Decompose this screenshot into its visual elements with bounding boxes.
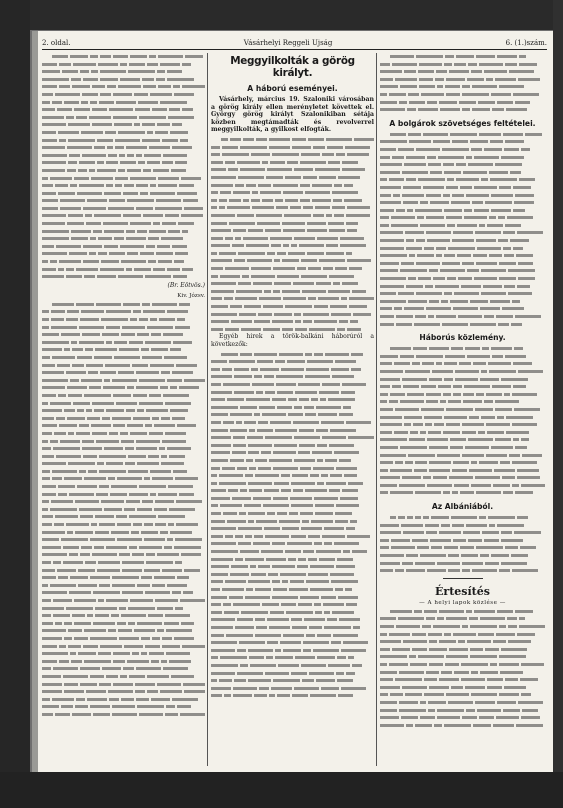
- text-line: [380, 459, 545, 467]
- text-line: [380, 691, 545, 699]
- text-line: [42, 68, 205, 76]
- text-line: [380, 514, 545, 522]
- text-line: [211, 366, 374, 374]
- text-line: [42, 635, 205, 643]
- text-line: [42, 369, 205, 377]
- text-line: [42, 53, 205, 61]
- text-line: [380, 61, 545, 69]
- text-line: [211, 616, 374, 624]
- text-line: [380, 260, 545, 268]
- text-line: [380, 552, 545, 560]
- text-line: [42, 597, 205, 605]
- text-line: [42, 99, 205, 107]
- text-line: [211, 548, 374, 556]
- text-line: [211, 427, 374, 435]
- issue-number: 6. (1.)szám.: [505, 39, 547, 47]
- text-line: [211, 358, 374, 366]
- text-line: [380, 214, 545, 222]
- text-line: [380, 161, 545, 169]
- text-line: [42, 235, 205, 243]
- text-line: [211, 434, 374, 442]
- scan-frame-top: [0, 0, 563, 30]
- text-line: [42, 121, 205, 129]
- text-line: [211, 280, 374, 288]
- text-line: [380, 267, 545, 275]
- text-line: [211, 144, 374, 152]
- text-line: [380, 537, 545, 545]
- column-3: [380, 53, 545, 766]
- text-line: [211, 495, 374, 503]
- text-line: [380, 154, 545, 162]
- text-line: [42, 175, 205, 183]
- text-line: [380, 192, 545, 200]
- text-line: [42, 468, 205, 476]
- text-line: [380, 283, 545, 291]
- text-line: [380, 707, 545, 715]
- text-line: [42, 384, 205, 392]
- text-line: [380, 714, 545, 722]
- text-line: [380, 699, 545, 707]
- text-line: [380, 360, 545, 368]
- text-line: [380, 199, 545, 207]
- text-line: [211, 685, 374, 693]
- notice-heading: Értesítés: [435, 584, 490, 598]
- text-line: [42, 144, 205, 152]
- text-line: [211, 662, 374, 670]
- text-line: [380, 368, 545, 376]
- text-line: [211, 265, 374, 273]
- text-line: [42, 460, 205, 468]
- text-line: [42, 339, 205, 347]
- text-line: [211, 487, 374, 495]
- text-line: [42, 506, 205, 514]
- text-line: [380, 544, 545, 552]
- section-subheading: A háború eseményei.: [247, 84, 338, 93]
- text-line: [42, 346, 205, 354]
- article-text: [42, 53, 205, 281]
- text-line: [211, 220, 374, 228]
- text-line: [380, 99, 545, 107]
- text-line: [211, 571, 374, 579]
- text-line: [211, 442, 374, 450]
- text-line: [380, 489, 545, 497]
- text-line: [42, 703, 205, 711]
- text-line: [211, 381, 374, 389]
- text-line: [42, 106, 205, 114]
- text-line: [211, 182, 374, 190]
- text-line: [380, 275, 545, 283]
- text-line: [42, 536, 205, 544]
- text-line: [42, 483, 205, 491]
- text-line: [380, 131, 545, 139]
- text-line: [380, 76, 545, 84]
- scan-frame-left: [0, 0, 30, 808]
- text-line: [42, 574, 205, 582]
- text-line: [380, 176, 545, 184]
- text-line: [42, 711, 205, 719]
- scan-frame-right: [553, 0, 563, 808]
- text-line: [211, 288, 374, 296]
- text-line: [42, 61, 205, 69]
- text-line: [380, 452, 545, 460]
- text-line: [380, 560, 545, 568]
- text-line: [380, 207, 545, 215]
- article-text: [42, 301, 205, 719]
- text-line: [42, 658, 205, 666]
- text-line: [380, 722, 545, 730]
- text-line: [42, 438, 205, 446]
- text-line: [380, 376, 545, 384]
- text-line: [42, 491, 205, 499]
- text-line: [211, 303, 374, 311]
- column-rule: [376, 53, 377, 766]
- section-subheading: Az Albániából.: [431, 502, 494, 512]
- text-line: [42, 445, 205, 453]
- text-line: [211, 533, 374, 541]
- text-line: [380, 661, 545, 669]
- text-line: [211, 639, 374, 647]
- article-text: [380, 131, 545, 328]
- text-line: [380, 646, 545, 654]
- article-text: [380, 53, 545, 114]
- text-line: [42, 266, 205, 274]
- text-line: [380, 467, 545, 475]
- text-line: [380, 638, 545, 646]
- text-line: [42, 453, 205, 461]
- text-line: [42, 197, 205, 205]
- text-line: [380, 684, 545, 692]
- text-line: [42, 605, 205, 613]
- text-line: [380, 615, 545, 623]
- text-line: [42, 400, 205, 408]
- text-line: [380, 406, 545, 414]
- text-line: [211, 204, 374, 212]
- column-rule: [207, 53, 208, 766]
- text-line: [380, 298, 545, 306]
- text-line: [380, 290, 545, 298]
- text-line: [380, 669, 545, 677]
- text-line: [42, 673, 205, 681]
- text-line: [211, 197, 374, 205]
- text-line: [42, 551, 205, 559]
- text-line: [380, 444, 545, 452]
- text-line: [42, 258, 205, 266]
- text-line: [42, 354, 205, 362]
- text-line: [211, 396, 374, 404]
- text-line: [42, 559, 205, 567]
- text-line: [380, 608, 545, 616]
- text-line: [42, 392, 205, 400]
- text-line: [211, 518, 374, 526]
- text-line: [211, 563, 374, 571]
- text-line: [42, 498, 205, 506]
- text-line: [211, 411, 374, 419]
- text-line: [380, 237, 545, 245]
- text-line: [380, 653, 545, 661]
- text-line: [380, 482, 545, 490]
- text-line: [42, 220, 205, 228]
- text-line: [211, 502, 374, 510]
- text-line: [380, 106, 545, 114]
- page-header: [42, 37, 547, 49]
- text-line: [211, 457, 374, 465]
- text-line: [211, 556, 374, 564]
- text-line: [42, 308, 205, 316]
- header-rule: [42, 49, 547, 50]
- text-line: [42, 665, 205, 673]
- text-line: [42, 589, 205, 597]
- text-line: [211, 510, 374, 518]
- article-text: [211, 136, 374, 333]
- text-line: [211, 257, 374, 265]
- text-line: [42, 76, 205, 84]
- notice-subheading: — A helyi lapok közlése —: [419, 599, 506, 606]
- text-line: [380, 146, 545, 154]
- text-line: [211, 311, 374, 319]
- text-line: [211, 351, 374, 359]
- text-line: [211, 465, 374, 473]
- text-line: [380, 421, 545, 429]
- text-line: [42, 696, 205, 704]
- text-line: [211, 480, 374, 488]
- text-line: [211, 609, 374, 617]
- text-line: [42, 316, 205, 324]
- article-byline: Kiv. Józsv.: [177, 292, 205, 299]
- lead-paragraph: Vásárhely, március 19. Szaloniki városában a görög király ellen merényletet követtek el. György görög királyt Szalonikiban sétája közben megtámadták és revolverrel meggyilkolták, a gyilkost elfogták.: [211, 96, 374, 134]
- text-line: [42, 627, 205, 635]
- text-line: [380, 184, 545, 192]
- text-line: [211, 295, 374, 303]
- text-line: [42, 688, 205, 696]
- text-line: [42, 582, 205, 590]
- text-line: [211, 632, 374, 640]
- text-line: [380, 474, 545, 482]
- text-line: [211, 540, 374, 548]
- text-line: [42, 159, 205, 167]
- text-line: [42, 643, 205, 651]
- text-line: [380, 529, 545, 537]
- text-line: [42, 273, 205, 281]
- text-line: [380, 391, 545, 399]
- column-1: [42, 53, 205, 766]
- text-line: [380, 252, 545, 260]
- text-line: [42, 513, 205, 521]
- text-line: [211, 677, 374, 685]
- text-line: [211, 159, 374, 167]
- text-line: [42, 137, 205, 145]
- text-line: [380, 53, 545, 61]
- text-line: [380, 345, 545, 353]
- text-line: [42, 377, 205, 385]
- text-line: [211, 166, 374, 174]
- text-line: [211, 151, 374, 159]
- text-line: [42, 83, 205, 91]
- text-line: [42, 620, 205, 628]
- text-line: [42, 521, 205, 529]
- article-text: [380, 608, 545, 730]
- text-line: [380, 321, 545, 329]
- text-line: [42, 681, 205, 689]
- text-line: [42, 331, 205, 339]
- text-line: [42, 228, 205, 236]
- text-line: [211, 242, 374, 250]
- scan-frame-bottom: [0, 772, 563, 808]
- text-line: [42, 415, 205, 423]
- text-line: [380, 83, 545, 91]
- text-line: [211, 449, 374, 457]
- text-line: [211, 212, 374, 220]
- text-line: [380, 414, 545, 422]
- page-number: 2. oldal.: [42, 39, 71, 47]
- text-line: [42, 475, 205, 483]
- text-line: [380, 567, 545, 575]
- text-line: [42, 529, 205, 537]
- text-line: [211, 586, 374, 594]
- text-line: [42, 243, 205, 251]
- text-line: [42, 324, 205, 332]
- text-line: [380, 138, 545, 146]
- text-line: [380, 353, 545, 361]
- text-line: [42, 422, 205, 430]
- text-line: [380, 429, 545, 437]
- text-line: [42, 205, 205, 213]
- text-line: [380, 305, 545, 313]
- text-line: [42, 190, 205, 198]
- text-line: [211, 227, 374, 235]
- text-line: [211, 654, 374, 662]
- text-line: [211, 601, 374, 609]
- text-line: [42, 91, 205, 99]
- paper-title: Vásárhelyi Reggeli Ujság: [243, 39, 333, 47]
- text-line: [42, 250, 205, 258]
- article-text: [380, 345, 545, 497]
- text-line: [211, 624, 374, 632]
- text-line: [42, 567, 205, 575]
- text-line: [211, 189, 374, 197]
- text-line: [211, 472, 374, 480]
- section-subheading: Háborús közlemény.: [419, 333, 506, 343]
- text-line: [380, 222, 545, 230]
- main-headline: Meggyilkolták a görög királyt.: [230, 55, 355, 79]
- column-2: [211, 53, 374, 766]
- paragraph: Egyéb hirek a török-balkáni háborúról a következők:: [211, 333, 374, 348]
- page-gutter-shadow: [32, 31, 38, 772]
- text-line: [211, 647, 374, 655]
- text-line: [42, 129, 205, 137]
- section-subheading: A bolgárok szövetséges feltételei.: [389, 118, 536, 128]
- divider: [443, 578, 483, 579]
- text-line: [211, 404, 374, 412]
- text-line: [42, 612, 205, 620]
- text-line: [42, 430, 205, 438]
- text-line: [211, 250, 374, 258]
- text-line: [42, 407, 205, 415]
- text-line: [211, 235, 374, 243]
- text-line: [211, 373, 374, 381]
- text-line: [380, 676, 545, 684]
- text-line: [211, 389, 374, 397]
- text-line: [380, 398, 545, 406]
- poem-signature: (Br. Eötvös.): [167, 281, 205, 289]
- article-text: [380, 514, 545, 575]
- text-line: [42, 301, 205, 309]
- text-line: [42, 182, 205, 190]
- text-line: [42, 152, 205, 160]
- text-line: [211, 419, 374, 427]
- text-line: [380, 522, 545, 530]
- text-line: [380, 91, 545, 99]
- text-line: [380, 436, 545, 444]
- text-line: [42, 544, 205, 552]
- text-line: [380, 631, 545, 639]
- text-line: [211, 326, 374, 334]
- text-line: [211, 578, 374, 586]
- text-line: [380, 313, 545, 321]
- article-text: [211, 351, 374, 700]
- text-line: [42, 167, 205, 175]
- text-line: [211, 525, 374, 533]
- text-line: [380, 68, 545, 76]
- newspaper-page: [32, 31, 553, 772]
- text-line: [42, 114, 205, 122]
- text-line: [380, 169, 545, 177]
- text-line: [380, 383, 545, 391]
- text-line: [211, 670, 374, 678]
- text-line: [211, 594, 374, 602]
- text-line: [211, 318, 374, 326]
- text-line: [211, 136, 374, 144]
- text-line: [380, 245, 545, 253]
- text-line: [42, 362, 205, 370]
- text-line: [42, 212, 205, 220]
- text-line: [380, 229, 545, 237]
- text-line: [211, 174, 374, 182]
- text-line: [380, 623, 545, 631]
- text-line: [211, 273, 374, 281]
- text-line: [42, 650, 205, 658]
- text-line: [211, 692, 374, 700]
